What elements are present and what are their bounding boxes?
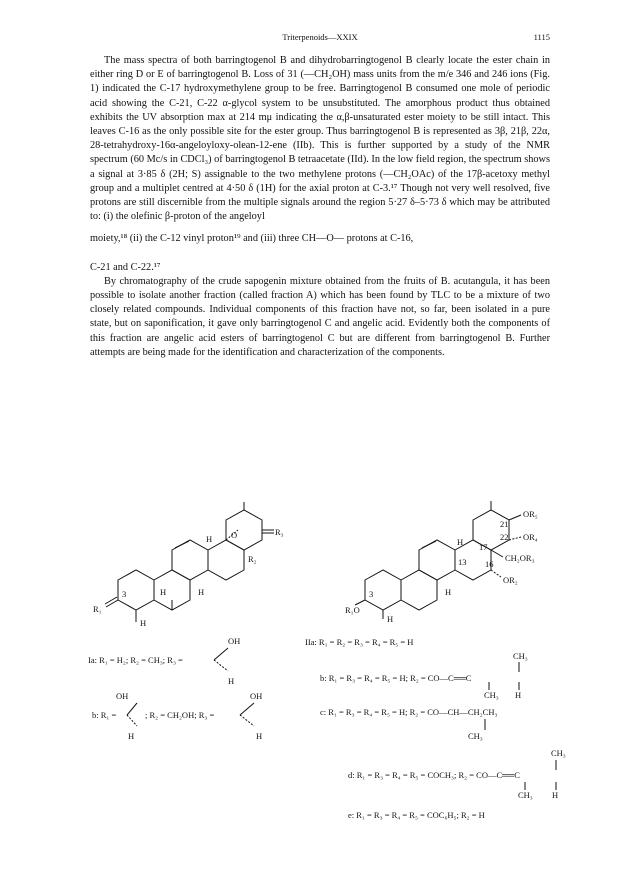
legend-Ib-h2: H — [256, 731, 263, 741]
atom-label-H: H — [457, 537, 464, 547]
atom-label-CH2OR3: CH₂OR₃ — [505, 553, 535, 563]
legend-Ib-h1: H — [128, 731, 135, 741]
atom-label-21: 21 — [500, 519, 509, 529]
legend-IIa: IIa: R₁ = R₂ = R₃ = R₄ = R₅ = H — [305, 637, 414, 647]
legend-IIc-bond — [475, 718, 495, 732]
legend-IId-ch3top: CH₃ — [551, 748, 566, 758]
legend-IIb: b: R₁ = R₃ = R₄ = R₅ = H; R₂ = CO—C══C — [320, 673, 472, 683]
atom-label-H: H — [206, 534, 213, 544]
running-title: Triterpenoids—XXIX — [282, 32, 358, 42]
atom-label-H3: H — [160, 587, 167, 597]
legend-Ia-oh: OH — [228, 636, 241, 646]
atom-label-H3: H — [387, 614, 394, 624]
legend-IId: d: R₁ = R₃ = R₄ = R₅ = COCH₃; R₂ = CO—C══C — [348, 770, 520, 780]
legend-IId-h: H — [552, 790, 559, 800]
structure-I-diagram — [88, 500, 288, 630]
atom-label-3: 3 — [122, 589, 127, 599]
legend-Ia-h: H — [228, 676, 235, 686]
atom-label-22: 22 — [500, 532, 509, 542]
legend-Ib-mid: ; R₂ = CH₂OH; R₃ = — [145, 710, 215, 720]
legend-IIb-h: H — [515, 690, 522, 700]
atom-label-OR4: OR₄ — [523, 532, 538, 542]
structure-II-diagram — [345, 495, 555, 625]
atom-label-H2: H — [198, 587, 205, 597]
legend-Ib-bond1 — [125, 700, 145, 730]
atom-label-17: 17 — [479, 542, 488, 552]
atom-label-16: 16 — [485, 559, 494, 569]
atom-label-R3: R₃ — [275, 527, 284, 537]
legend-IIb-ch3: CH₃ — [484, 690, 499, 700]
paragraph-1-cont: moiety,¹⁸ (ii) the C-12 vinyl proton¹⁹ and (iii) three CH—O— protons at C-16, — [90, 233, 414, 245]
atom-label-R1O: R₁O — [345, 605, 360, 615]
legend-IIc: c: R₁ = R₃ = R₄ = R₅ = H; R₂ = CO—CH—CH₂CH₃ — [320, 707, 498, 717]
paragraph-2: By chromatography of the crude sapogenin mixture obtained from the fruits of B. acutangula, it has been possible to isolate another fraction (called fraction A) which has been found by TLC to be a mixture of two closely related compounds. Individual components of this fraction have not, so far, been isolated in a pure state, but on saponification, it gave only barringtogenol C and angelic acid. Evidently both the components of this fraction are angelic acid esters of barringtogenol C but are different from barringtogenol B. Further attempts are being made for the identification and characterization of the components. — [90, 275, 550, 358]
atom-label-H2: H — [445, 587, 452, 597]
legend-IIb-ch3top: CH₃ — [513, 651, 528, 661]
atom-label-3: 3 — [369, 589, 374, 599]
running-header — [90, 32, 550, 46]
atom-label-OR2: OR₂ — [503, 575, 518, 585]
atom-label-O: O — [231, 530, 238, 540]
atom-label-13: 13 — [458, 557, 467, 567]
legend-Ia: Ia: R₁ = H₂; R₂ = CH₃; R₃ = — [88, 655, 183, 665]
paragraph-1-end: C-21 and C-22.¹⁷ — [90, 261, 161, 273]
paragraph-1: The mass spectra of both barringtogenol B and dihydrobarringtogenol B clearly locate the ester chain in either ring D or E of barringtogenol B. Loss of 31 (—CH₂OH) mass units from the m/e 346 and 246 ions (Fig. 1) indicated the C-17 hydroxymethylene group to be free. Barringtogenol B consumed one mole of periodic acid showing the C-21, C-22 α-glycol system to be unsubstituted. The amorphous product thus obtained exhibits the UV absorption max at 214 mμ indicating the α,β-unsaturated ester moiety to be still intact. This leaves C-16 as the only possible site for the ester group. Thus barringtogenol B is represented as 3β, 21β, 22α, 28-tetrahydroxy-16α-angeloyloxy-olean-12-ene (IIb). This is further supported by a study of the NMR spectrum (60 Mc/s in CDCl₃) of barringtogenol B tetraacetate (IId). In the low field region, the spectrum shows a signal at 3·85 δ (2H; S) assignable to the two methylene protons (—CH₂OAc) of the 17β-acetoxy methyl group and a multiplet centred at 4·50 δ (1H) for the axial proton at C-3.¹⁷ Though not very well resolved, five protons are still discernible from the multiple signals around the region 5·27 δ–5·73 δ which may be attributed to: (i) the olefinic β-proton of the angeloyl — [90, 55, 550, 223]
legend-Ib-oh1: OH — [116, 691, 129, 701]
article-body — [90, 54, 550, 360]
atom-label-R1: R₁ — [93, 604, 102, 614]
legend-IIc-ch3: CH₃ — [468, 731, 483, 741]
legend-Ib-oh2: OH — [250, 691, 263, 701]
legend-Ib-bond2 — [238, 700, 258, 730]
atom-label-H4: H — [140, 618, 147, 628]
atom-label-OR5: OR₅ — [523, 509, 538, 519]
legend-IId-ch3: CH₃ — [518, 790, 533, 800]
legend-Ib-left: b: R₁ = — [92, 710, 117, 720]
page-number: 1115 — [533, 32, 550, 42]
legend-IIe: e: R₁ = R₃ = R₄ = R₅ = COC₆H₅; R₂ = H — [348, 810, 485, 820]
atom-label-R2: R₂ — [248, 554, 257, 564]
legend-Ia-bond — [212, 645, 232, 675]
